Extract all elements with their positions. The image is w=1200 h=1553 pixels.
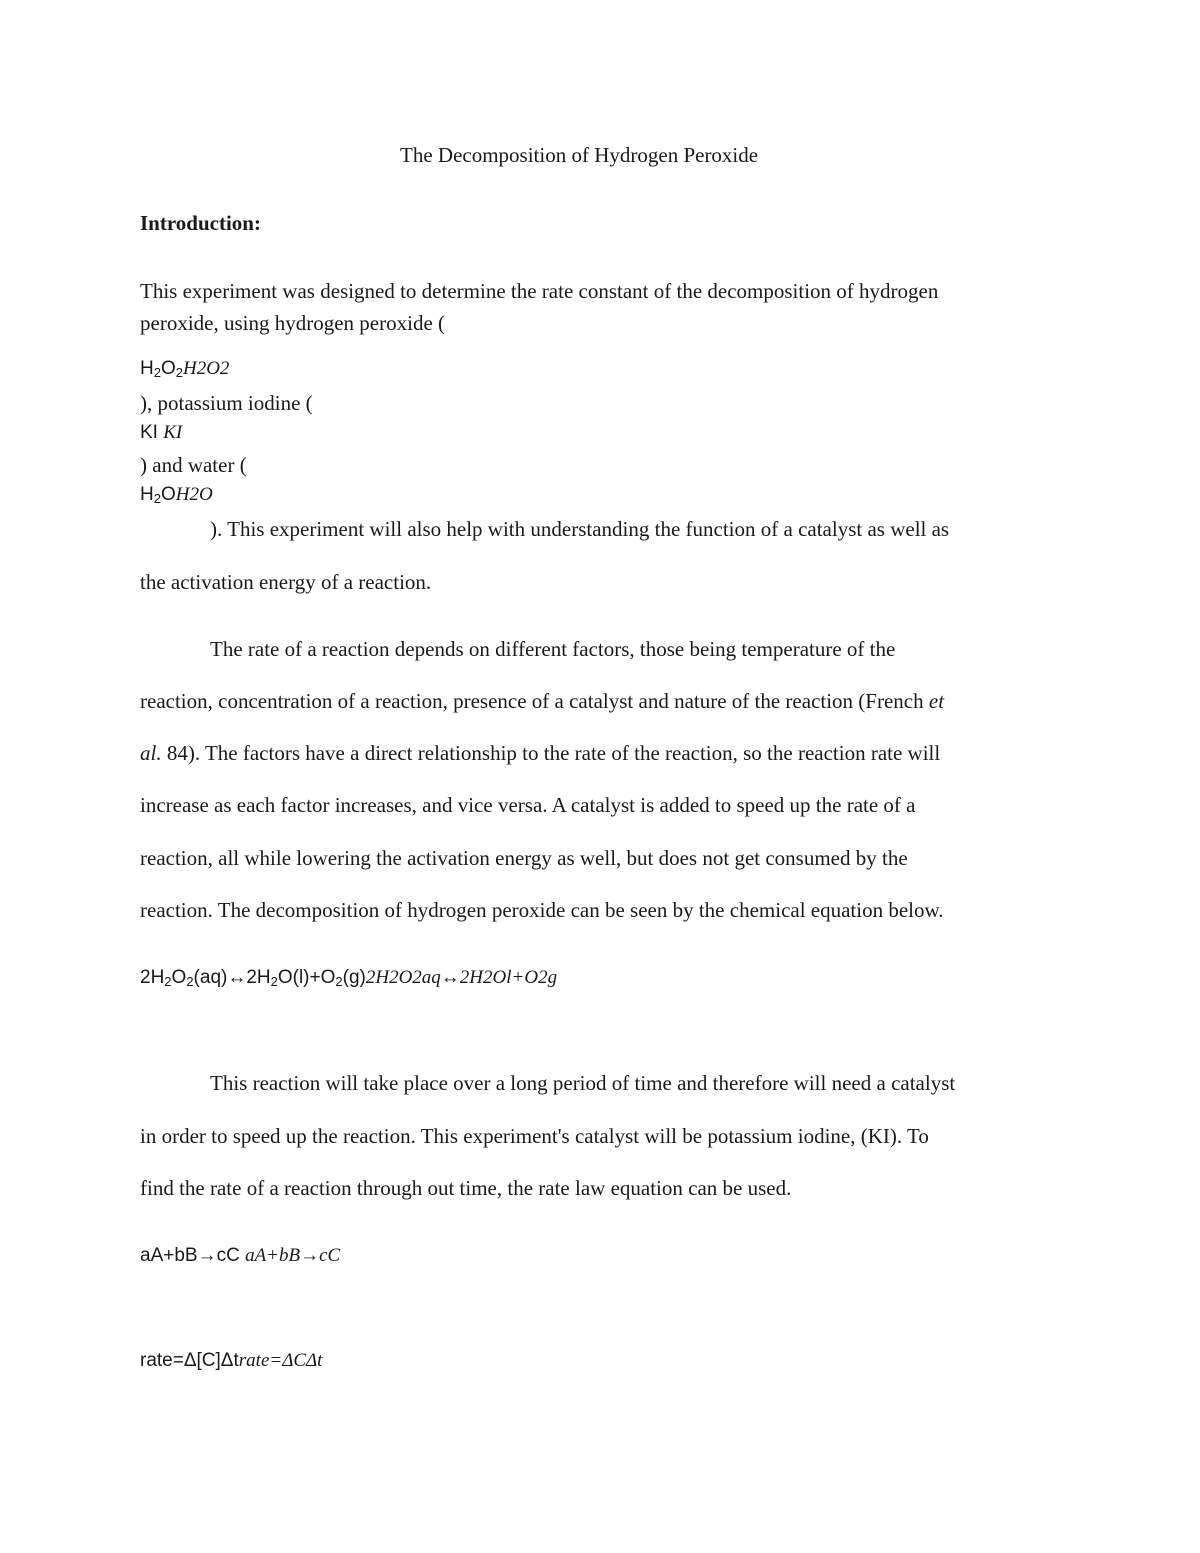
intro-line-4: ) and water ( <box>140 453 247 477</box>
intro-line-2: peroxide, using hydrogen peroxide ( <box>140 311 446 335</box>
intro-line-1: This experiment was designed to determine the rate constant of the decomposition of hydrogen <box>140 279 939 303</box>
formula-ki: KI KI <box>140 422 183 443</box>
para2-line-4: increase as each factor increases, and vice versa. A catalyst is added to speed up the rate of a <box>140 793 916 817</box>
para2-line-6: reaction. The decomposition of hydrogen peroxide can be seen by the chemical equation below. <box>140 898 944 922</box>
equation-rate: rate=Δ[C]Δtrate=ΔCΔt <box>140 1350 323 1371</box>
para2-line-3: al. 84). The factors have a direct relationship to the rate of the reaction, so the reaction rate will <box>140 741 941 765</box>
formula-h2o2: $H_2O_2H2O2$ <box>140 358 230 380</box>
intro-line-5: ). This experiment will also help with understanding the function of a catalyst as well as <box>210 517 950 541</box>
equation-general-reaction: aA+bB→cC aA+bB→cC <box>140 1245 341 1266</box>
para3-line-1: This reaction will take place over a long period of time and therefore will need a catalyst <box>210 1071 956 1095</box>
formula-h2o: $H_2OH2O$ <box>140 484 213 506</box>
document-title: The Decomposition of Hydrogen Peroxide <box>400 143 759 167</box>
intro-line-6: the activation energy of a reaction. <box>140 570 432 594</box>
para2-line-2: reaction, concentration of a reaction, presence of a catalyst and nature of the reaction (French et <box>140 689 945 713</box>
section-heading: Introduction: <box>140 211 261 235</box>
para2-line-1: The rate of a reaction depends on different factors, those being temperature of the <box>210 637 896 661</box>
para3-line-3: find the rate of a reaction through out time, the rate law equation can be used. <box>140 1176 792 1200</box>
equation-decomposition: $2H_2O_2(aq)\leftrightarrow 2H_2O(l)+O_2(g)2H2O2aq\leftrightarrow 2H2Ol+O2g$ <box>140 967 558 989</box>
para2-line-5: reaction, all while lowering the activation energy as well, but does not get consumed by the <box>140 846 908 870</box>
intro-line-3: ), potassium iodine ( <box>140 391 313 415</box>
para3-line-2: in order to speed up the reaction. This experiment's catalyst will be potassium iodine, (KI). To <box>140 1124 929 1148</box>
